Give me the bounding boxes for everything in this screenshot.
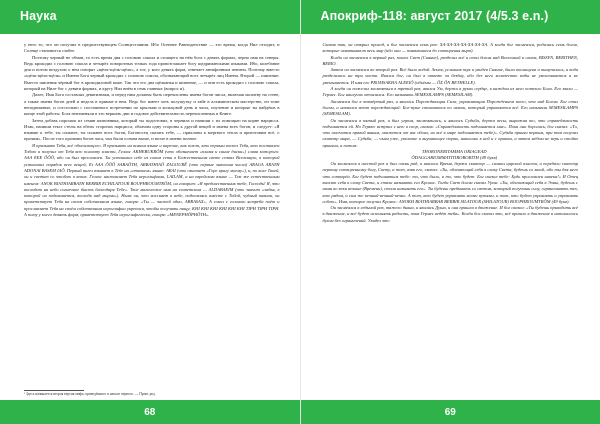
magic-word: ÔDAGGARIOMMATITIROBORITH (49 букв) xyxy=(411,155,498,161)
paragraph: Засмеялся бог в четвёртый раз, и явилось Порождающая Сила, управляющая Порождением всего, что над Богом. Бог стал богом, и назвался этот порождающий: Бог-пуше становится по имени, который управляется всё. Его называли SEMESILAMPS (SEMESILAM). xyxy=(322,98,578,117)
paragraph: Затем добавь порошок из семян шиповника, который ты подготовил, в чернила и напиши с их помощью на корне нарцисса. Итак, напиши текст стелы на обеих сторонах нарцисса, облачим одну стороны к другой вещей и имена всех богов, и следует: «Я взываю к тебе, ты сильнее, ты сильнее всех богов, Богоносец сказать тебе, — приклони к мертвого тепла и приготовим всё, о прочим». После того прочими богов часа, чьи были основа выше, и возле в имени полное. xyxy=(24,117,280,142)
paragraph: Когда он засмеялся в первый раз, пошел Свет (Сияние), разделил всё и стал богом над Вселенной и огнем, BISSYN, BERITHEN, BERIO. xyxy=(322,54,578,66)
paragraph: Затем он засмеялся во второй раз. Всё было водой. Земля, услышав звук и увидев Сияние, была восхищена и вымучилась, и вода разделилась на три части. Явился бог, он был в ответе за бездну, ибо без него количество воды не увеличивается и не уменьшается. И имя его PROMSAKHA ALEEIÔ (объёмы — ÔΣ ÔN BETHELLE). xyxy=(322,67,578,85)
paragraph: Далее, Имя Бога составлял девятизнаки, и перед ним должны быть перечислены имена богов числа, включая молитву на стене, а также имена богов дней и недель в прямые в нем. Ведь бог имеет хоть полушутку и тайе в алхимическом мастерстве, он тоже неподвижные, и сотстольно с постоянного встречении по крыльям и кольцовой день и часы, поучение и которые ты найдёшь в конце этой работы. Бога неизменяли в это вершать дни и годовое действительность перечисленных в Книге. xyxy=(24,92,280,117)
right-footer-bar xyxy=(301,400,600,424)
right-page xyxy=(301,0,600,424)
right-body-text xyxy=(323,42,579,224)
paragraph: Он засмеялся в пятый раз, и был угрюм, засмеявшись, и явилось Судьба, держа весы, выражая то, что справедливость подчиняется ей. Но Гермес вступил с нею в спор, сказав: «Справедливость подчиняется мне». Пока они боролись, бог сказал: «То, что излечится правой явным, окажется от вас обоих, но всё в мире подчиняется тебе)». Судьба принял первым, при том получил скипетр мира, — Судьба, — чьим уже, увеличие и внушающее страх, написано к ней и с правом, а затем мёдом не верь и стойко приняла, а потом: xyxy=(322,117,578,148)
magic-word: THORONERITAMMA ORIAGEAD xyxy=(421,149,487,155)
footnote-divider xyxy=(24,390,84,391)
left-header-bar xyxy=(0,0,300,34)
left-body-text xyxy=(24,42,280,218)
section-title: Наука xyxy=(20,9,57,23)
page-number: 68 xyxy=(144,407,156,418)
left-footer-bar xyxy=(0,400,300,424)
footnote: ¹ Здесь начинается вторая версия мифа, приведённого в начале первого. — Прим. ред. xyxy=(24,392,156,396)
page-number: 69 xyxy=(444,407,456,418)
paragraph: Он засмеялся в седьмой раз, тяжело дыша, и явилась Душа, и она пришла в движение. И бог сказал: «Ты будешь приводить всё в движение, и всё будет исполнять радость, пока Гермес ведёт тебя». Когда бог сказал это, всё пришло в движение и наполнилось духом без ограничений. Увидел это xyxy=(322,205,578,223)
paragraph: Я призываю Тебя, всё объемлющего. Я призываю на всяком языке и наречие, как поют, кто первым воспел Тебя, кто поставлен Тобою и получил от Тебя всю полноту власти, Гелиос AKHEBUKRÔM (что обозначает «пламя и синие диски») слава которого: AAA EEE ÔÔÔ, ибо он был прославлен. Ты установил себе из соком сети в Божественном свете созвал Вселенную, в которой установил порядок всех вещей, Et AAA ÔÔÔ SABAÔTH, ARBATHIAÔ ZAGOURÊ (что первые значения числа) ARAGA ARATH ADONAI BASEM IAÔ. Первый ангел взывает к Тебе на «птичьем» языке: ARAI (что означает «Горе врагу моему»), и, по воле Твоей, он и светит со чтобою в веках. Гелиос наставляет Тебя иероглифами, LAILAM, а на еврейском языке — Тем же естественным именем: ANOK BIATHIARBATH BERBIR ECHILATOUR BOUPHROUMTRÔM, он говорит: «Я предшественник тебе, Господь! Я, что восходит на небо солнечное бысть благодаря Тебе». Твое магическое имя на египетском — ALDABAEIM (что значит «ладья, в которой он поднимается, восходя над миром»). Ныне он, что воссияет в небе, подъемлясь вместе с Тобой, чудный павиан, он приветствует Тебя на своем собственном языке, говоря: «Ты — частей одно, ABRASAX». А сокол с головою ястреба поёт и прославляет Тебя на своём собственном иероглифии укрепися, чтобы получить пищу: KHI KHI KHI KHI KHI KHI TIPH TIPH TIPH. А поту у коего девять форм, приветствует Тебя иероглифически, говоря: «MENEPHÔPHÔTH». xyxy=(24,142,280,218)
paragraph: А когда он пожелал засмеяться в третий раз, явился Ум, держа в руках сердце, в каждом из него потекло Бога. Его звали — Гермес. Бог наилучих отчилался: Его называть SEMESILAMPS (SEMESILAM). xyxy=(322,86,578,98)
right-header-bar xyxy=(301,0,600,34)
paragraph: Поэтому черный не обман, то есть время дня с головою сокола и стоящего на нём бога с девять формах, черно имя на северы. Ведь крокодил с головою сокола и четырёх поворотных точках года провозглашает богу щедриманскими языками. Ибо, колебание дня и потом воздухом о нем говорят «щёлк-щёлк-щёлк», а тот, у кого девять форм, отвечает антифонным пением. Поэтому вместо «щёлк-щёлк-щёлк» и Имени Бога черный крокодил с головою сокола, обозначающий всех четырёх лиц Имени. Второй — шипение. Вместо шипения чёрный бог в крокодиловой коже. Так что его два щёлканья и шипение, — и они есть крокодил с головою сокола, который на Ниле бог с девяти формах, и кругу Нил внём в семь главных (вопрос и). xyxy=(24,54,280,92)
issue-title: Апокриф-118: август 2017 (4/5.3 e.n.) xyxy=(320,9,549,23)
paragraph: у него то, что он получил в предшествующем Солнцестоянии. Ибо Осеннее Равноденствие — это время, когда Нил отходит, и Солнце становится слабее. xyxy=(24,42,280,54)
paragraph: Сказав так, он открыл проход, и бог засмеялся семь раз: XA-XA-XA-XA-XA-XA-XA. А когда бог засмеялся, родились семь богов, которые охватывают весь мир (ибо они — появившиеся до сотворения мира). xyxy=(322,42,578,54)
paragraph: Он засмеялся в шестой раз и был очень рад, и явилось Время, держа скипетр — символ царской власти, и передало скипетр первому сотворенному богу, Свету, а тот, взяв его, сказал: «Ты, облекающий себя в славу Света, будешь со мной, ибо ты для него что сотворён. Бог будет подчиняться тебе: то, что было, и то, что будет. Бог сказал тебе: Будь прославлен навеки!» И Отец вносит себя в славу Света, и стали называть его Кронос. Тогда Свет богом сказал Уран: «Ты, облекающий себя в Эоны, будешь с ними во веки вечные (Времени), стали называть его». Ты будешь пребывать со светом, который получишь силу, ограничивать тех, кто рядом, и сам же вечный-вечный-вечно. А тот, кто будет управлять всеми путями, и тот, кто будет управлять и управлять собою». Имя, которое получил Кронос: ANOKH BIATHIARBAR BERBIR SILATOUR (SHILATOUR) BOUPHROUMTRÔM (49 букв). xyxy=(322,161,578,204)
